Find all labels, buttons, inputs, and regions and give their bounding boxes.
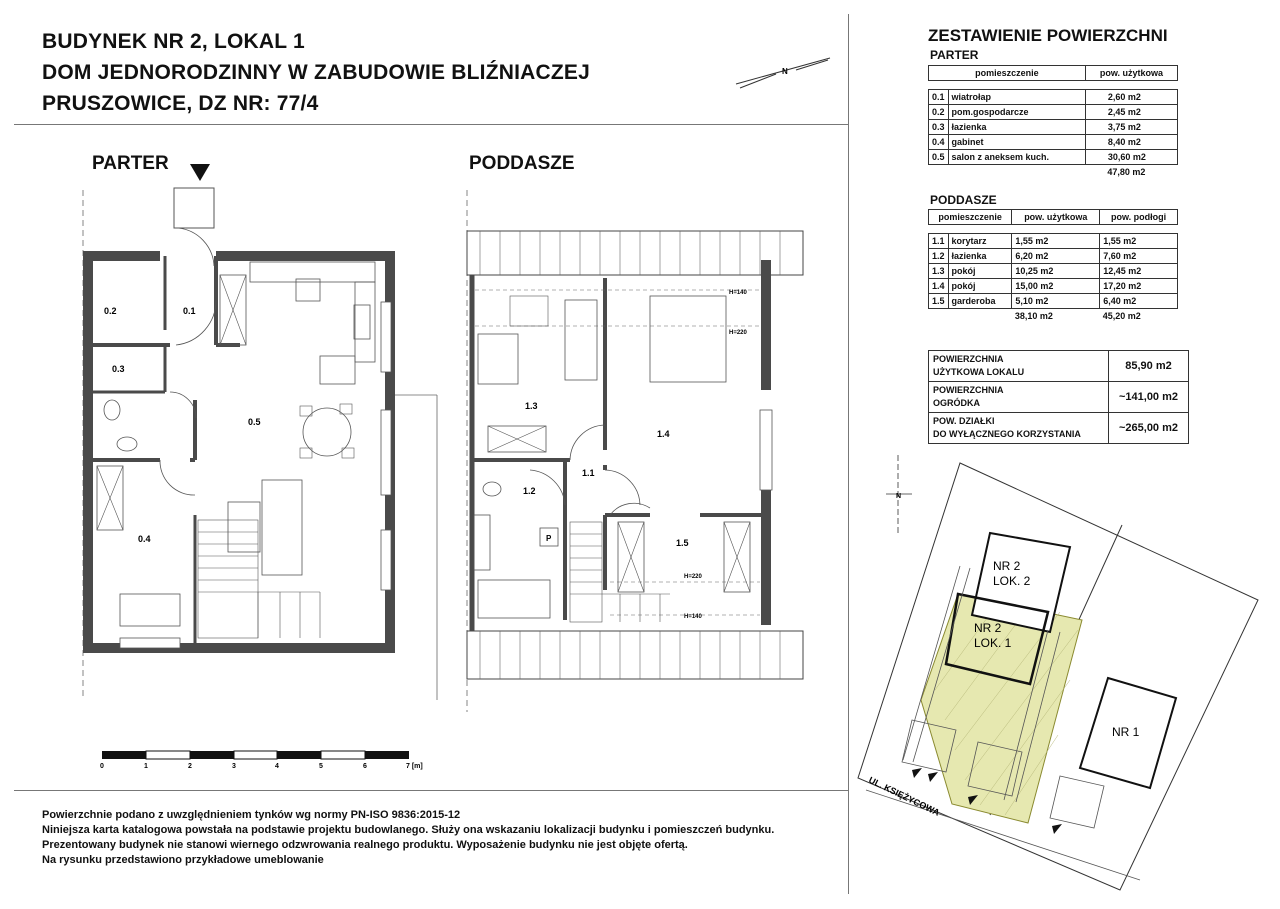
room-label-0-2: 0.2: [104, 306, 117, 316]
table-row: [929, 264, 1178, 279]
stair-mark: P: [546, 534, 552, 543]
row-area: 1,55 m2: [1012, 234, 1100, 249]
parter-title: PARTER: [92, 153, 169, 174]
table-row: [929, 382, 1189, 413]
footer-line-3: Prezentowany budynek nie stanowi wiernego odzwrowania realnego produktu. Wyposażenie budynku nie jest objęte ofertą.: [42, 839, 688, 851]
total-label-line2: UŻYTKOWA LOKALU: [933, 367, 1025, 377]
parter-header-room: pomieszczenie: [929, 66, 1086, 81]
table-row: [929, 135, 1178, 150]
parter-section-label: PARTER: [930, 48, 979, 62]
scale-label-6: 6: [363, 763, 367, 770]
site-plan: [858, 455, 1258, 890]
scale-label-7: 7 [m]: [406, 763, 423, 770]
row-number: 0.2: [929, 105, 949, 120]
table-row: [929, 234, 1178, 249]
row-number: 0.4: [929, 135, 949, 150]
street-label: UL. KSIĘŻYCOWA: [867, 774, 942, 818]
row-number: 0.1: [929, 90, 949, 105]
row-area: 5,10 m2: [1012, 294, 1100, 309]
room-label-1-2: 1.2: [523, 486, 536, 496]
height-label-3: H=220: [684, 574, 702, 580]
row-name: pom.gospodarcze: [948, 105, 1085, 120]
table-row: [929, 120, 1178, 135]
scale-label-2: 2: [188, 763, 192, 770]
totals-table: [928, 350, 1189, 444]
scale-bar: [100, 751, 423, 770]
footer-line-2: Niniejsza karta katalogowa powstała na podstawie projektu budowlanego. Służy ona wskazaniu lokalizacji budynku i pomieszczeń budynku.: [42, 824, 775, 836]
table-row: [929, 150, 1178, 165]
table-row: [929, 413, 1189, 444]
row-area: 30,60 m2: [1085, 150, 1177, 165]
table-row: [929, 294, 1178, 309]
poddasze-area-table: [928, 209, 1178, 324]
scale-label-4: 4: [275, 763, 279, 770]
row-name: gabinet: [948, 135, 1085, 150]
scale-label-0: 0: [100, 763, 104, 770]
scale-label-1: 1: [144, 763, 148, 770]
row-floor: 6,40 m2: [1100, 294, 1178, 309]
total-label-line1: POW. DZIAŁKI: [933, 416, 995, 426]
parter-header-area: pow. użytkowa: [1085, 66, 1177, 81]
height-label-1: H=140: [729, 290, 747, 296]
row-area: 3,75 m2: [1085, 120, 1177, 135]
row-number: 1.2: [929, 249, 949, 264]
total-usable-area: 85,90 m2: [1109, 351, 1189, 382]
entrance-arrow-icon: [190, 164, 210, 181]
row-floor: 1,55 m2: [1100, 234, 1178, 249]
header-type: DOM JEDNORODZINNY W ZABUDOWIE BLIŹNIACZEJ: [42, 61, 590, 84]
row-name: łazienka: [948, 249, 1012, 264]
total-garden-area: ~141,00 m2: [1109, 382, 1189, 413]
total-label-line1: POWIERZCHNIA: [933, 385, 1004, 395]
parter-plan: [83, 164, 437, 700]
poddasze-plan: [467, 190, 803, 712]
row-number: 1.4: [929, 279, 949, 294]
site-north-label: N: [896, 493, 902, 500]
site-building-lok1-label-1: NR 2: [974, 621, 1002, 635]
room-label-1-4: 1.4: [657, 429, 670, 439]
site-building-lok2-label-1: NR 2: [993, 559, 1021, 573]
scale-label-5: 5: [319, 763, 323, 770]
table-row: [929, 249, 1178, 264]
total-plot-area: ~265,00 m2: [1109, 413, 1189, 444]
row-area: 6,20 m2: [1012, 249, 1100, 264]
room-label-0-4: 0.4: [138, 534, 151, 544]
poddasze-total-area: 38,10 m2: [1014, 311, 1053, 322]
row-floor: 17,20 m2: [1100, 279, 1178, 294]
poddasze-header-room: pomieszczenie: [929, 210, 1012, 225]
scale-label-3: 3: [232, 763, 236, 770]
table-row: [929, 351, 1189, 382]
parter-area-table: [928, 65, 1178, 180]
row-number: 0.3: [929, 120, 949, 135]
table-row: [929, 279, 1178, 294]
row-area: 2,60 m2: [1085, 90, 1177, 105]
row-area: 10,25 m2: [1012, 264, 1100, 279]
total-label-line2: DO WYŁĄCZNEGO KORZYSTANIA: [933, 429, 1081, 439]
row-name: pokój: [948, 264, 1012, 279]
north-label: N: [782, 67, 788, 76]
row-area: 8,40 m2: [1085, 135, 1177, 150]
room-label-1-5: 1.5: [676, 538, 689, 548]
north-arrow-icon: [736, 58, 830, 88]
header-building: BUDYNEK NR 2, LOKAL 1: [42, 30, 305, 53]
total-label-line2: OGRÓDKA: [933, 398, 980, 408]
row-name: wiatrołap: [948, 90, 1085, 105]
poddasze-header-floor: pow. podłogi: [1100, 210, 1178, 225]
room-label-0-1: 0.1: [183, 306, 196, 316]
row-number: 1.5: [929, 294, 949, 309]
poddasze-header-area: pow. użytkowa: [1012, 210, 1100, 225]
row-name: garderoba: [948, 294, 1012, 309]
poddasze-total-floor: 45,20 m2: [1102, 311, 1141, 322]
row-name: pokój: [948, 279, 1012, 294]
poddasze-section-label: PODDASZE: [930, 193, 997, 207]
footer-line-1: Powierzchnie podano z uwzględnieniem tynków wg normy PN-ISO 9836:2015-12: [42, 809, 461, 821]
height-label-4: H=140: [684, 614, 702, 620]
row-number: 1.1: [929, 234, 949, 249]
row-name: salon z aneksem kuch.: [948, 150, 1085, 165]
row-number: 0.5: [929, 150, 949, 165]
parter-total: 47,80 m2: [1107, 167, 1146, 178]
total-label-line1: POWIERZCHNIA: [933, 354, 1004, 364]
site-building-lok1-label-2: LOK. 1: [974, 636, 1012, 650]
table-row: [929, 105, 1178, 120]
site-building-nr1-label: NR 1: [1112, 725, 1140, 739]
row-name: korytarz: [948, 234, 1012, 249]
header-location: PRUSZOWICE, DZ NR: 77/4: [42, 92, 319, 115]
row-name: łazienka: [948, 120, 1085, 135]
room-label-0-3: 0.3: [112, 364, 125, 374]
row-floor: 12,45 m2: [1100, 264, 1178, 279]
poddasze-title: PODDASZE: [469, 153, 575, 174]
row-area: 15,00 m2: [1012, 279, 1100, 294]
room-label-1-1: 1.1: [582, 468, 595, 478]
row-floor: 7,60 m2: [1100, 249, 1178, 264]
site-building-lok2-label-2: LOK. 2: [993, 574, 1031, 588]
row-area: 2,45 m2: [1085, 105, 1177, 120]
height-label-2: H=220: [729, 330, 747, 336]
footer-line-4: Na rysunku przedstawiono przykładowe umeblowanie: [42, 854, 324, 866]
table-row: [929, 90, 1178, 105]
summary-title: ZESTAWIENIE POWIERZCHNI: [928, 26, 1168, 45]
room-label-0-5: 0.5: [248, 417, 261, 427]
row-number: 1.3: [929, 264, 949, 279]
footer-notes: [42, 808, 774, 868]
room-label-1-3: 1.3: [525, 401, 538, 411]
